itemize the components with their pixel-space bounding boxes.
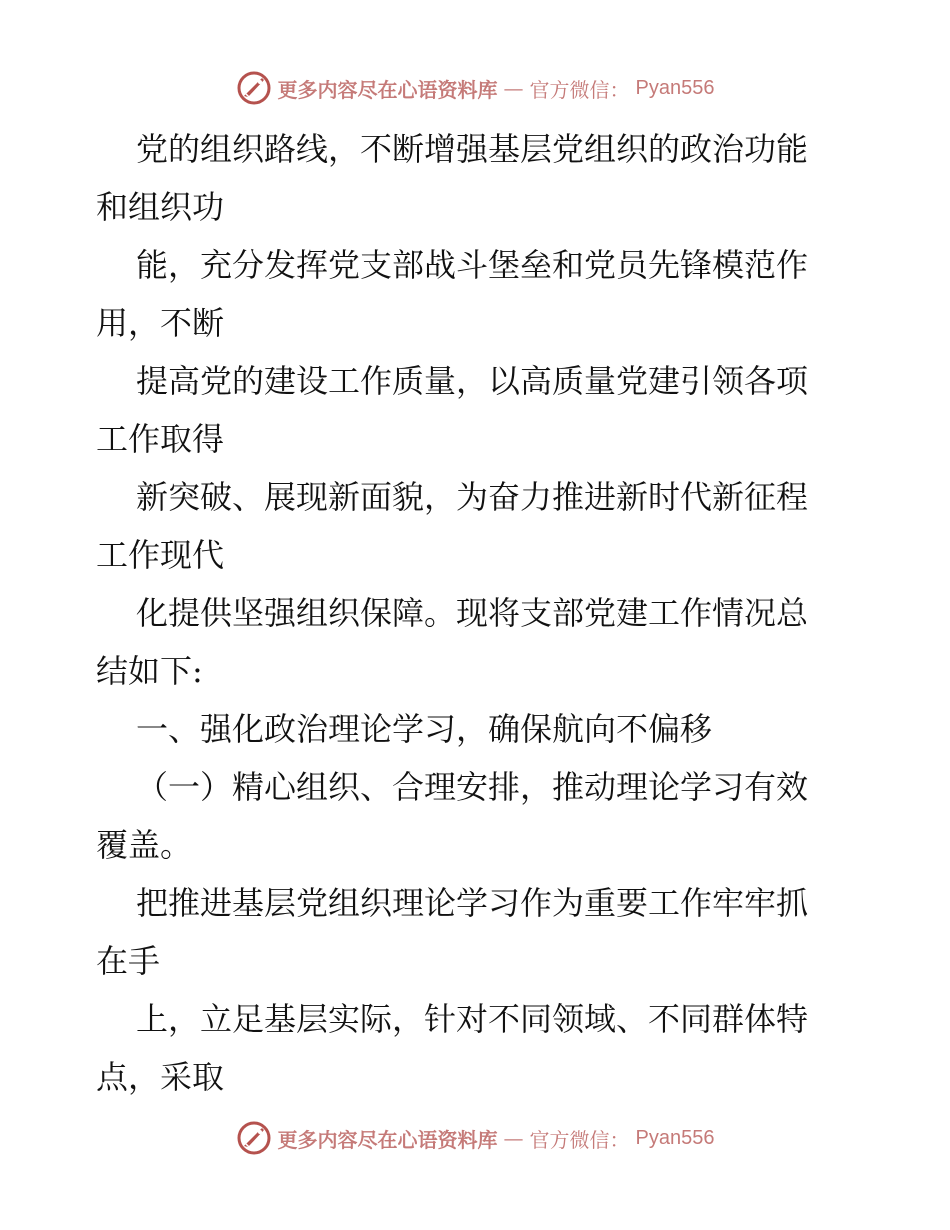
banner-separator: — (503, 1126, 524, 1150)
banner-separator: — (503, 76, 524, 100)
text-line: 和组织功 (96, 188, 225, 226)
text-line: 结如下: (96, 652, 203, 690)
section-heading: 一、强化政治理论学习，确保航向不偏移 (136, 710, 713, 748)
text-line: 能，充分发挥党支部战斗堡垒和党员先锋模范作 (136, 246, 809, 284)
banner-main-text: 更多内容尽在心语资料库 (277, 1127, 498, 1152)
quill-pen-logo-icon (236, 1120, 272, 1156)
text-line: 新突破、展现新面貌，为奋力推进新时代新征程 (136, 478, 809, 516)
text-line: 覆盖。 (96, 826, 193, 864)
banner-label: 官方微信： (529, 1127, 630, 1152)
text-line: 工作取得 (96, 420, 225, 458)
text-line: 点，采取 (96, 1058, 225, 1096)
text-line: 工作现代 (96, 536, 225, 574)
subsection-heading: （一）精心组织、合理安排，推动理论学习有效 (136, 768, 809, 806)
banner-wechat-id: Pyan556 (635, 76, 715, 99)
quill-pen-logo-icon (236, 70, 272, 106)
text-line: 党的组织路线，不断增强基层党组织的政治功能 (136, 130, 809, 168)
text-line: 提高党的建设工作质量，以高质量党建引领各项 (136, 362, 809, 400)
banner-main-text: 更多内容尽在心语资料库 (277, 77, 498, 102)
document-body (96, 120, 856, 1106)
banner-label: 官方微信： (529, 77, 630, 102)
banner-wechat-id: Pyan556 (635, 1126, 715, 1149)
text-line: 上，立足基层实际，针对不同领域、不同群体特 (136, 1000, 809, 1038)
text-line: 把推进基层党组织理论学习作为重要工作牢牢抓 (136, 884, 809, 922)
text-line: 用，不断 (96, 304, 225, 342)
text-line: 在手 (96, 942, 161, 980)
footer-banner (0, 1120, 950, 1156)
header-banner (0, 70, 950, 106)
text-line: 化提供坚强组织保障。现将支部党建工作情况总 (136, 594, 809, 632)
